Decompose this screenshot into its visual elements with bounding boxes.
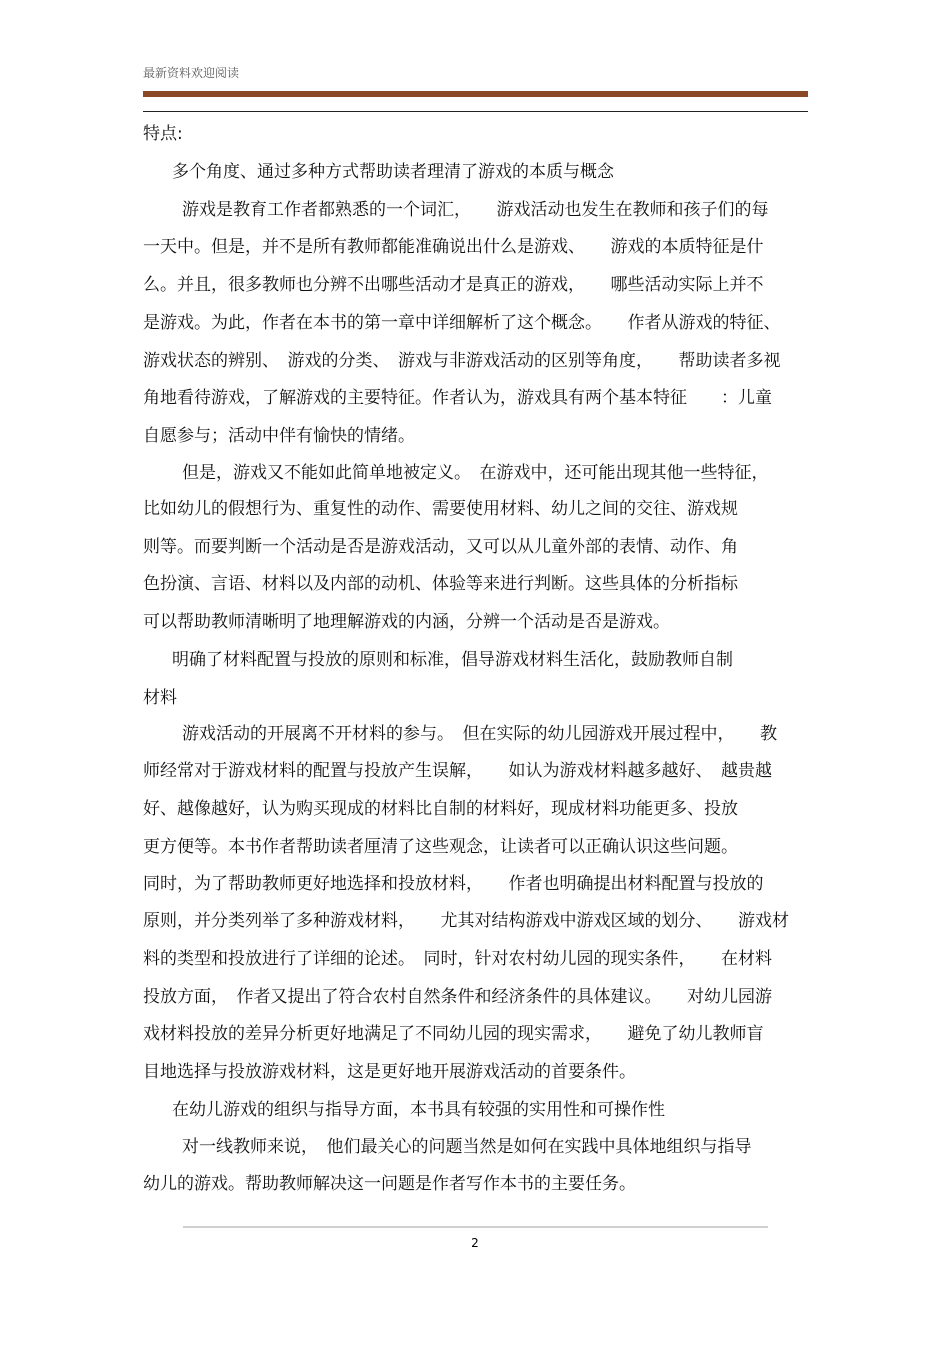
text-line: 材料	[143, 688, 177, 708]
text-line: 目地选择与投放游戏材料，这是更好地开展游戏活动的首要条件。	[143, 1062, 636, 1082]
text-line: 戏材料投放的差异分析更好地满足了不同幼儿园的现实需求， 避免了幼儿教师盲	[143, 1024, 764, 1044]
text-line: 料的类型和投放进行了详细的论述。 同时，针对农村幼儿园的现实条件， 在材料	[143, 949, 772, 969]
text-line: 在幼儿游戏的组织与指导方面，本书具有较强的实用性和可操作性	[172, 1100, 665, 1120]
text-line: 是游戏。为此，作者在本书的第一章中详细解析了这个概念。 作者从游戏的特征、	[143, 313, 781, 333]
text-line: 师经常对于游戏材料的配置与投放产生误解， 如认为游戏材料越多越好、 越贵越	[143, 761, 772, 781]
text-line: 色扮演、言语、材料以及内部的动机、体验等来进行判断。这些具体的分析指标	[143, 574, 738, 594]
text-line: 更方便等。本书作者帮助读者厘清了这些观念，让读者可以正确认识这些问题。	[143, 837, 738, 857]
text-line: 原则，并分类列举了多种游戏材料， 尤其对结构游戏中游戏区域的划分、 游戏材	[143, 911, 789, 931]
text-line: 角地看待游戏，了解游戏的主要特征。作者认为，游戏具有两个基本特征 ：儿童	[143, 388, 772, 408]
text-line: 多个角度、通过多种方式帮助读者理清了游戏的本质与概念	[172, 162, 614, 182]
text-line: 自愿参与；活动中伴有愉快的情绪。	[143, 426, 415, 446]
text-line: 则等。而要判断一个活动是否是游戏活动，又可以从儿童外部的表情、动作、角	[143, 537, 738, 557]
text-line: 游戏状态的辨别、 游戏的分类、 游戏与非游戏活动的区别等角度， 帮助读者多视	[143, 351, 781, 371]
text-line: 特点:	[143, 124, 183, 144]
text-line: 幼儿的游戏。帮助教师解决这一问题是作者写作本书的主要任务。	[143, 1174, 636, 1194]
text-line: 明确了材料配置与投放的原则和标准，倡导游戏材料生活化，鼓励教师自制	[172, 650, 733, 670]
header-rule-thin	[143, 111, 808, 112]
page-number: 2	[471, 1236, 479, 1250]
footer-rule	[183, 1226, 768, 1228]
text-line: 一天中。但是，并不是所有教师都能准确说出什么是游戏、 游戏的本质特征是什	[143, 237, 764, 257]
text-line: 对一线教师来说， 他们最关心的问题当然是如何在实践中具体地组织与指导	[182, 1137, 752, 1157]
text-line: 但是，游戏又不能如此简单地被定义。 在游戏中，还可能出现其他一些特征，	[182, 463, 769, 483]
text-line: 好、越像越好，认为购买现成的材料比自制的材料好，现成材料功能更多、投放	[143, 799, 738, 819]
text-line: 游戏活动的开展离不开材料的参与。 但在实际的幼儿园游戏开展过程中， 教	[182, 724, 777, 744]
header-rule-thick	[143, 91, 808, 97]
text-line: 可以帮助教师清晰明了地理解游戏的内涵，分辨一个活动是否是游戏。	[143, 612, 670, 632]
text-line: 么。并且，很多教师也分辨不出哪些活动才是真正的游戏， 哪些活动实际上并不	[143, 275, 764, 295]
text-line: 比如幼儿的假想行为、重复性的动作、需要使用材料、幼儿之间的交往、游戏规	[143, 499, 738, 519]
text-line: 同时，为了帮助教师更好地选择和投放材料， 作者也明确提出材料配置与投放的	[143, 874, 764, 894]
text-line: 投放方面， 作者又提出了符合农村自然条件和经济条件的具体建议。 对幼儿园游	[143, 987, 772, 1007]
header-text: 最新资料欢迎阅读	[143, 66, 240, 80]
text-line: 游戏是教育工作者都熟悉的一个词汇， 游戏活动也发生在教师和孩子们的每	[182, 200, 769, 220]
